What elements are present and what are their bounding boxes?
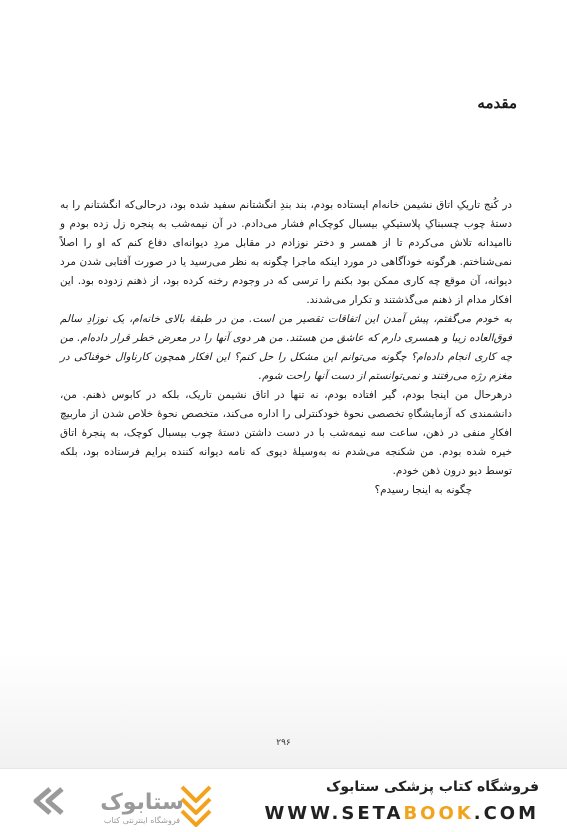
logo-tagline: فروشگاه اینترنتی کتاب: [103, 816, 181, 825]
paragraph-2: به خودم می‌گفتم، پیش آمدن این اتفاقات تقصیر من است. من در طبقهٔ بالای خانه‌ام، یک نوزادِ سالم فوق‌العاده زیبا و همسری دارم که عاشق من هستند. من هر دوی آنها را در معرض خطر قرار داده‌ام. من چه کاری انجام داده‌ام؟ چگونه می‌توانم این مشکل را حل کنم؟ این افکار همچون کارناوال خوفناکی در مغزم رژه می‌رفتند و نمی‌توانستم از دست آنها راحت شوم.: [60, 313, 512, 382]
store-name: فروشگاه کتاب پزشکی ستابوک: [326, 779, 539, 795]
chapter-heading: مقدمه: [477, 94, 517, 112]
page-number: ۲۹۶: [276, 738, 291, 748]
double-chevron-icon: [36, 789, 62, 813]
url-suffix: .COM: [473, 803, 539, 824]
logo-text: ستابوک: [100, 790, 184, 815]
paragraph-1: در کُنج تاریکِ اتاق نشیمن خانه‌ام ایستاده بودم، بند بندِ انگشتانم سفید شده بود، درحالی‌که انگشتانم را به دستهٔ چوب چسبناکِ پلاستیکیِ بیسبال کوچک‌ام فشار می‌دادم. در آن نیمه‌شب به پنجره زل زده بودم و ناامیدانه تلاش می‌کردم تا از همسر و دختر نوزادم در مقابل مردِ دیوانه‌ای دفاع کنم که او را اصلاً نمی‌شناختم. هرگونه خودآگاهی در مورد اینکه ماجرا چگونه به نظر می‌رسید یا در صورت آفتابی شدن مرد دیوانه، آن موقع چه کاری ممکن بود بکنم را ترسی که در وجودم رخنه کرده بود، از ذهنم زدوده بود. این افکار مدام از ذهنم می‌گذشتند و تکرار می‌شدند.: [60, 199, 512, 306]
url-accent: BOOK: [403, 803, 474, 824]
paragraph-4: چگونه به اینجا رسیدم؟: [374, 484, 472, 496]
store-logo[interactable]: [22, 783, 222, 827]
url-prefix: WWW.SETA: [264, 803, 404, 824]
store-footer: [0, 768, 567, 832]
bookmark-chevron-icon: [182, 787, 210, 825]
paragraph-3: درهرحال من اینجا بودم، گیر افتاده بودم، نه تنها در اتاق نشیمن تاریک، بلکه در کابوس ذهنم. من، دانشمندی که آزمایشگاهِ تخصصی نحوهٔ خودکنترلی را اداره می‌کند، متخصص نحوهٔ خلاص شدن از ماربیچ افکارِ منفی در ذهن، ساعت سه نیمه‌شب با در دست داشتن دستهٔ چوب بیسبال کوچک، به پنجرهٔ اتاق خیره شده بودم. من شکنجه می‌شدم نه به‌وسیلهٔ دیوی که نامه دیوانه کننده برایم فرستاده بود، بلکه توسط دیو درون ذهن خودم.: [60, 389, 512, 477]
body-text: [60, 196, 512, 500]
store-url-link[interactable]: [264, 803, 539, 824]
